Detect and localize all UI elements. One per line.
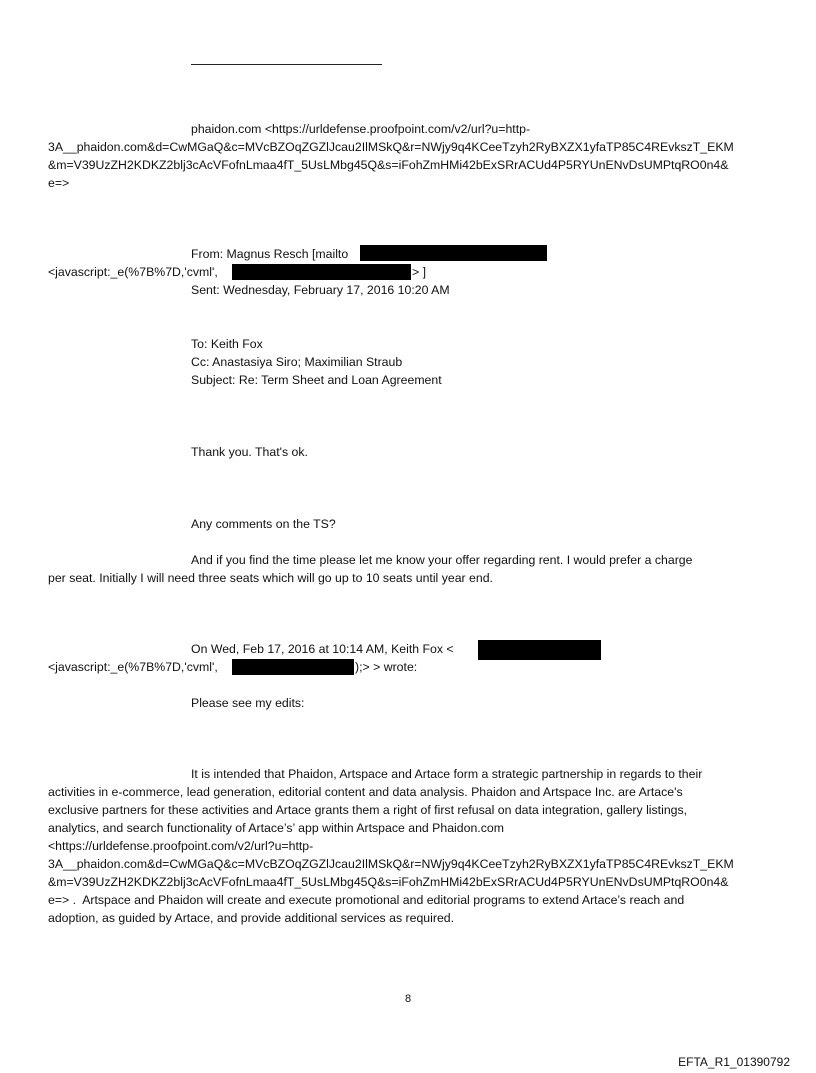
link-line-1: phaidon.com <https://urldefense.proofpoint.com/v2/url?u=http-: [191, 122, 531, 136]
cc-line: Cc: Anastasiya Siro; Maximilian Straub: [191, 355, 403, 369]
quote-javascript-prefix: <javascript:_e(%7B%7D,'cvml',: [48, 660, 218, 674]
link-line-4: e=>: [48, 176, 70, 190]
subject-line: Subject: Re: Term Sheet and Loan Agreement: [191, 373, 442, 387]
para-line-8: e=> . Artspace and Phaidon will create and execute promotional and editorial programs to extend Artace’s reach and: [48, 893, 685, 907]
para-line-3: exclusive partners for these activities and Artace grants them a right of first refusal on data integration, gallery listings,: [48, 803, 688, 817]
body-rent-line-1: And if you find the time please let me know your offer regarding rent. I would prefer a charge: [191, 553, 693, 567]
body-comments: Any comments on the TS?: [191, 517, 336, 531]
separator-line: [191, 64, 382, 65]
body-rent-line-2: per seat. Initially I will need three seats which will go up to 10 seats until year end.: [48, 571, 493, 585]
javascript-link-prefix: <javascript:_e(%7B%7D,'cvml',: [48, 265, 218, 279]
to-line: To: Keith Fox: [191, 337, 263, 351]
para-line-5: <https://urldefense.proofpoint.com/v2/url?u=http-: [48, 839, 314, 853]
para-line-1: It is intended that Phaidon, Artspace and Artace form a strategic partnership in regards to their: [191, 767, 703, 781]
link-line-2: 3A__phaidon.com&d=CwMGaQ&c=MVcBZOqZGZlJcau2IlMSkQ&r=NWjy9q4KCeeTzyh2RyBXZX1yfaTP85C4REvkszT_EKM: [48, 140, 734, 154]
document-id: EFTA_R1_01390792: [678, 1055, 790, 1069]
javascript-link-suffix: > ]: [412, 265, 427, 279]
from-line: From: Magnus Resch [mailto: [191, 247, 349, 261]
redaction-box: [360, 245, 547, 261]
quote-please-see: Please see my edits:: [191, 696, 305, 710]
link-line-3: &m=V39UzZH2KDKZ2blj3cAcVFofnLmaa4fT_5UsLMbg45Q&s=iFohZmHMi42bExSRrACUd4P5RYUnENvDsUMPtqRO0n4&: [48, 158, 729, 172]
para-line-7: &m=V39UzZH2KDKZ2blj3cAcVFofnLmaa4fT_5UsLMbg45Q&s=iFohZmHMi42bExSRrACUd4P5RYUnENvDsUMPtqRO0n4&: [48, 875, 729, 889]
redaction-box: [232, 264, 411, 280]
para-line-2: activities in e-commerce, lead generation, editorial content and data analysis. Phaidon and Artspace Inc. are Artace's: [48, 785, 683, 799]
para-line-6: 3A__phaidon.com&d=CwMGaQ&c=MVcBZOqZGZlJcau2IlMSkQ&r=NWjy9q4KCeeTzyh2RyBXZX1yfaTP85C4REvkszT_EKM: [48, 857, 734, 871]
redaction-box: [232, 659, 354, 675]
page-number: 8: [404, 993, 412, 1005]
redaction-box: [478, 640, 601, 660]
body-thanks: Thank you. That's ok.: [191, 445, 308, 459]
sent-line: Sent: Wednesday, February 17, 2016 10:20 AM: [191, 283, 450, 297]
para-line-4: analytics, and search functionality of Artace’s’ app within Artspace and Phaidon.com: [48, 821, 504, 835]
para-line-9: adoption, as guided by Artace, and provide additional services as required.: [48, 911, 455, 925]
quote-on-line: On Wed, Feb 17, 2016 at 10:14 AM, Keith Fox <: [191, 642, 454, 656]
quote-javascript-suffix: );> > wrote:: [355, 660, 418, 674]
